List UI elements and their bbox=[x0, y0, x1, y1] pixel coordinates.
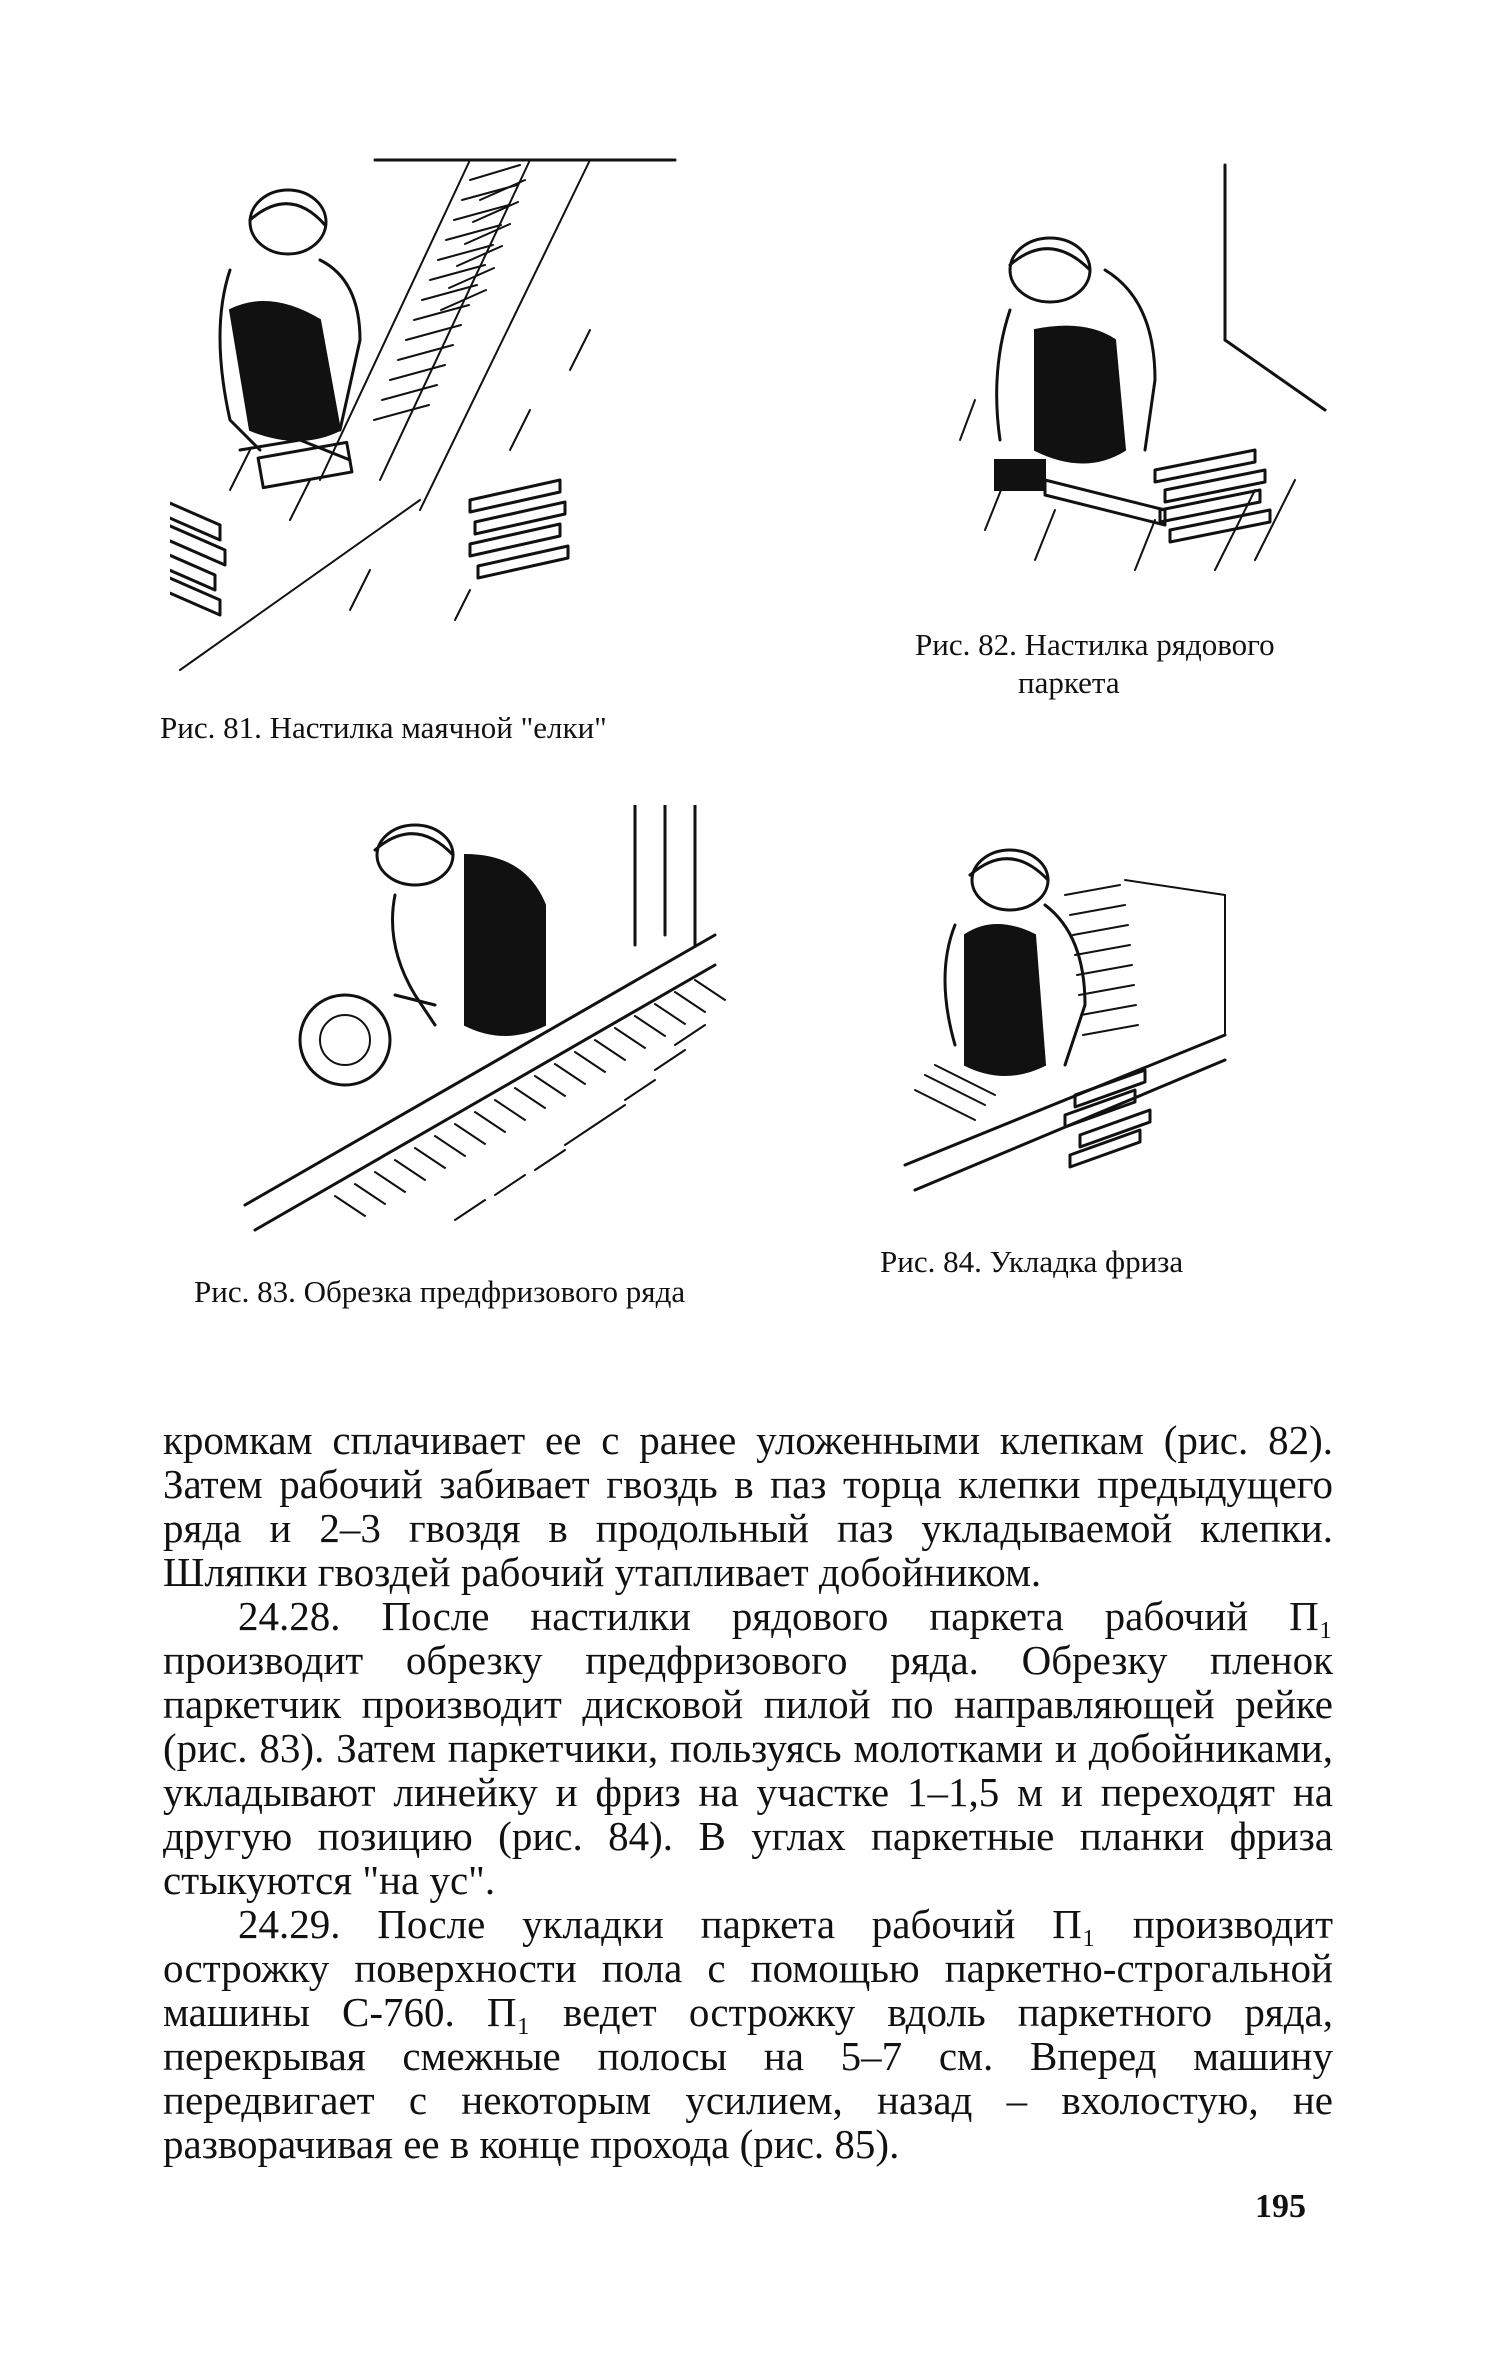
worker-figure bbox=[300, 825, 545, 1085]
worker-figure bbox=[220, 190, 360, 488]
parquet-stack-left bbox=[170, 490, 225, 615]
body-text bbox=[163, 1418, 1333, 2166]
figure-82-caption-line2: паркета bbox=[1018, 665, 1120, 700]
paragraph-continuation: кромкам сплачивает ее с ранее уложенными клепкам (рис. 82). Затем рабочий забивает гвоздь в паз торца клепки предыдущего ряда и 2–3 гвоздя в продольный паз укладываемой клепки. Шляпки гвоздей рабочий утапливает добойником. bbox=[163, 1417, 1333, 1595]
figure-81-illustration bbox=[170, 150, 690, 690]
parquet-rows bbox=[1065, 880, 1225, 1035]
paragraph-24-29: 24.29. После укладки паркета рабочий П₁ производит острожку поверхности пола с помощью паркетно-строгальной машины С-760. П₁ ведет острожку вдоль паркетного ряда, перекрывая смежные полосы на 5–7 см. Вперед машину передвигает с некоторым усилием, назад – вхолостую, не разворачивая ее в конце прохода (рис. 85). bbox=[163, 1901, 1333, 2167]
figure-82-illustration bbox=[955, 160, 1335, 600]
figure-84-caption: Рис. 84. Укладка фриза bbox=[880, 1244, 1184, 1279]
figure-84-illustration bbox=[895, 835, 1245, 1215]
figure-82-caption-line1: Рис. 82. Настилка рядового bbox=[915, 627, 1275, 662]
page-number: 195 bbox=[1255, 2188, 1306, 2225]
figure-83-illustration bbox=[235, 805, 735, 1255]
parquet-stack-right bbox=[470, 480, 568, 578]
worker-figure bbox=[945, 850, 1085, 1075]
worker-figure bbox=[995, 238, 1165, 525]
figure-81-caption: Рис. 81. Настилка маячной "елки" bbox=[160, 710, 607, 745]
figure-83-caption: Рис. 83. Обрезка предфризового ряда bbox=[194, 1274, 686, 1309]
paragraph-24-28: 24.28. После настилки рядового паркета рабочий П₁ производит обрезку предфризового ряда. Обрезку пленок паркетчик производит дисковой пилой по направляющей рейке (рис. 83). Затем паркетчики, пользуясь молотками и добойниками, укладывают линейку и фриз на участке 1–1,5 м и переходят на другую позицию (рис. 84). В углах паркетные планки фриза стыкуются "на ус". bbox=[163, 1593, 1333, 1903]
parquet-stack bbox=[1065, 1070, 1150, 1167]
